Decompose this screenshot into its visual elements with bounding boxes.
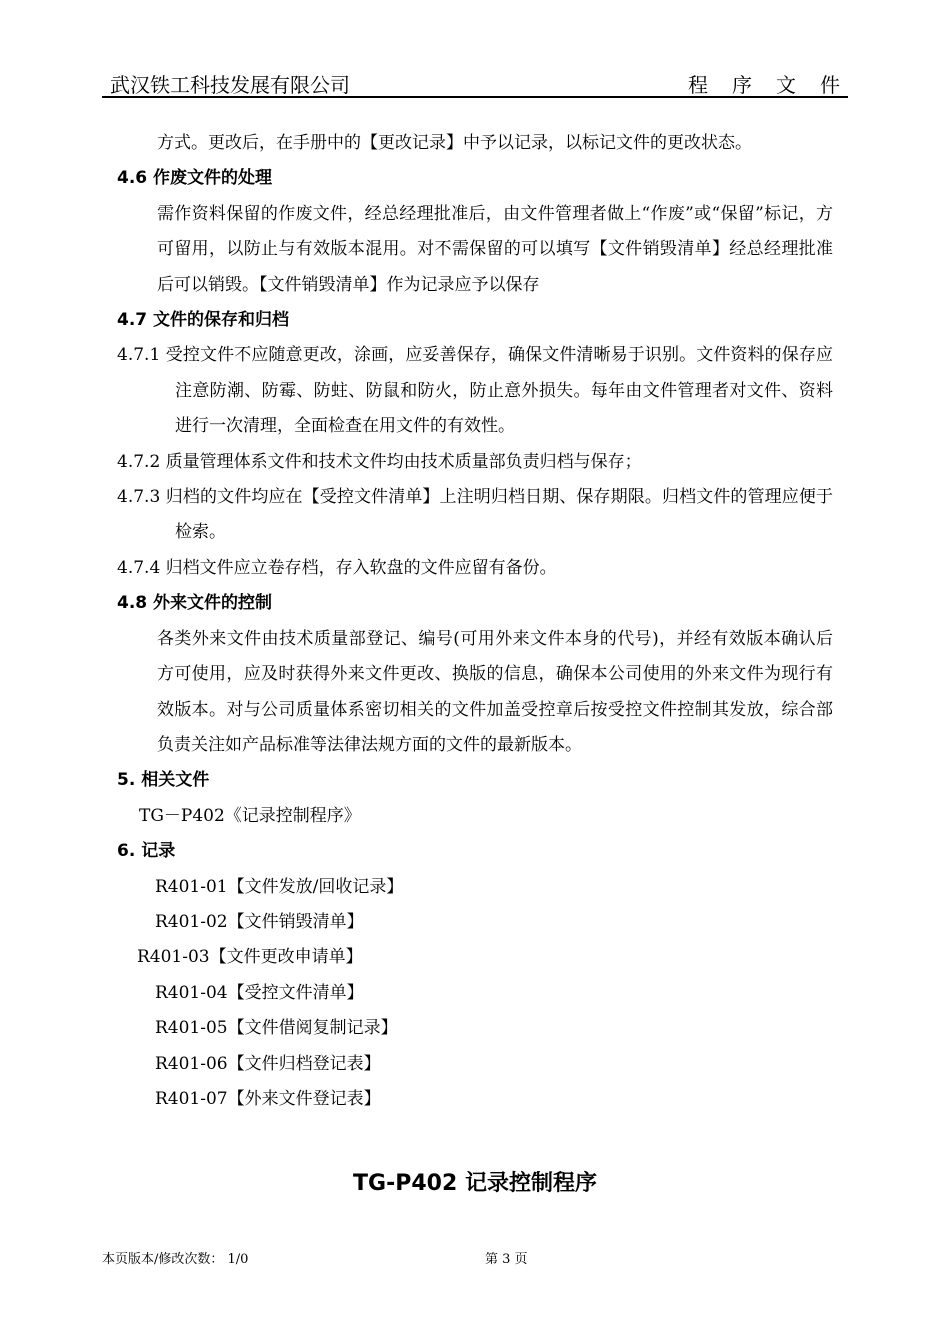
footer-page-number: 第 3 页 [485,1252,528,1267]
paragraph-4-8: 各类外来文件由技术质量部登记、编号(可用外来文件本身的代号)，并经有效版本确认后方可使用，应及时获得外来文件更改、换版的信息，确保本公司使用的外来文件为现行有效版本。对与公司质量体系密切相关的文件加盖受控章后按受控文件控制其发放，综合部负责关注如产品标准等法律法规方面的文件的最新版本。 [157,628,833,755]
document-body [117,126,833,1117]
document-type: 程序文件 [688,73,864,97]
paragraph-4-7-1: 4.7.1 受控文件不应随意更改，涂画，应妥善保存，确保文件清晰易于识别。文件资料的保存应注意防潮、防霉、防蛀、防鼠和防火，防止意外损失。每年由文件管理者对文件、资料进行一次清理，全面检查在用文件的有效性。 [117,345,833,437]
record-item: R401-07【外来文件登记表】 [155,1088,381,1109]
heading-4-6: 4.6 作废文件的处理 [117,168,273,189]
record-item: R401-05【文件借阅复制记录】 [155,1018,398,1039]
paragraph-4-7-2: 4.7.2 质量管理体系文件和技术文件均由技术质量部负责归档与保存； [117,451,642,472]
paragraph-4-7-4: 4.7.4 归档文件应立卷存档，存入软盘的文件应留有备份。 [117,557,557,578]
heading-5: 5. 相关文件 [117,770,210,791]
record-item: R401-01【文件发放/回收记录】 [155,876,404,897]
heading-6: 6. 记录 [117,841,176,862]
paragraph-4-7-3: 4.7.3 归档的文件均应在【受控文件清单】上注明归档日期、保存期限。归档文件的管理应便于检索。 [117,487,833,543]
record-item: R401-03【文件更改申请单】 [137,947,363,968]
heading-4-7: 4.7 文件的保存和归档 [117,310,290,331]
record-item: R401-06【文件归档登记表】 [155,1053,381,1074]
company-name: 武汉铁工科技发展有限公司 [110,73,350,97]
paragraph-4-6: 需作资料保留的作废文件，经总经理批准后，由文件管理者做上“作废”或“保留”标记，方可留用，以防止与有效版本混用。对不需保留的可以填写【文件销毁清单】经总经理批准后可以销毁。【文件销毁清单】作为记录应予以保存 [157,203,833,295]
related-document: TG－P402《记录控制程序》 [139,805,361,826]
record-item: R401-02【文件销毁清单】 [155,911,364,932]
paragraph-change-record: 方式。更改后，在手册中的【更改记录】中予以记录，以标记文件的更改状态。 [157,133,752,153]
page-header [102,66,864,98]
footer-version: 本页版本/修改次数： 1/0 [102,1252,249,1267]
next-procedure-title: TG-P402 记录控制程序 [353,1171,597,1196]
heading-4-8: 4.8 外来文件的控制 [117,593,273,614]
record-item: R401-04【受控文件清单】 [155,982,364,1003]
